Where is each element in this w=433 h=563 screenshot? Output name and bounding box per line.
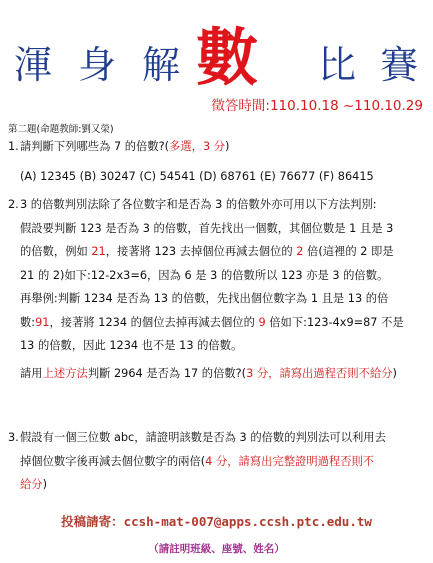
q2-line-2: 假設要判斷 123 是否為 3 的倍數，首先找出一個數，其個位數是 1 且是 3 [20, 221, 394, 235]
q2-line-3 [20, 240, 426, 264]
q3-line-2-red: 4 分，請寫出完整證明過程否則不 [205, 454, 375, 468]
title-char-1: 渾 [14, 43, 53, 87]
question-2-number: 2. [8, 198, 19, 211]
deadline-text: 徵答時間:110.10.18 ~110.10.29 [211, 98, 423, 114]
q2-line-3-red: 21 [91, 245, 106, 258]
question-1-options: (A) 12345 (B) 30247 (C) 54541 (D) 68761 (E) 76677 (F) 86415 [20, 169, 374, 183]
q2-line-8-red: 上述方法 [42, 366, 88, 380]
q3-line-2 [20, 450, 426, 474]
q2-line-3-red2: 2 [296, 245, 304, 258]
title-char-5: 比 [318, 43, 357, 87]
q2-line-8-a: 請用 [20, 366, 43, 380]
q2-line-4: 21 的 2)如下:12-2x3=6，因為 6 是 3 的倍數所以 123 亦是 3 的倍數。 [20, 268, 389, 282]
q2-line-6 [20, 311, 426, 335]
title-char-3: 解 [142, 43, 181, 87]
q3-line-2-a: 掉個位數字後再減去個位數字的兩倍( [20, 454, 206, 468]
q2-line-3-c: 倍(這裡的 2 即是 [303, 245, 394, 258]
title-char-4: 數 [196, 21, 259, 94]
q2-line-8 [20, 362, 426, 386]
author-text: 第二題(命題教師:劉又榮) [8, 124, 114, 135]
question-3 [8, 426, 426, 497]
question-3-number: 3. [8, 431, 19, 444]
question-1-tag: 多選，3 分 [169, 140, 226, 153]
submission-email: 投稿請寄：ccsh-mat-007@apps.ccsh.ptc.edu.tw [61, 514, 372, 529]
q2-line-8-b: 判斷 2964 是否為 17 的倍數?( [87, 366, 247, 380]
q2-line-3-a: 的倍數，例如 [20, 245, 92, 258]
q2-line-6-red2: 9 [258, 315, 266, 329]
q2-line-6-b: ，接著將 1234 的個位去掉再減去個位的 [49, 315, 259, 329]
submission-note: （請註明班級、座號、姓名） [148, 543, 285, 555]
q2-line-8-red2: 3 分，請寫出過程否則不給分 [246, 366, 393, 380]
question-1-text: 請判斷下列哪些為 7 的倍數?( [20, 140, 170, 153]
question-1-close: ) [225, 140, 230, 153]
title-char-6: 賽 [380, 43, 419, 87]
q2-line-6-red: 91 [35, 315, 50, 329]
title-char-2: 身 [78, 43, 117, 87]
q2-line-5: 再舉例:判斷 1234 是否為 13 的倍數，先找出個位數字為 1 且是 13 的倍 [20, 292, 389, 305]
q2-line-6-c: 倍如下:123-4x9=87 不是 [265, 315, 404, 329]
question-1-number: 1. [8, 140, 19, 153]
question-1 [8, 135, 426, 188]
contest-title [0, 8, 433, 94]
q2-line-6-a: 數: [20, 315, 36, 329]
q3-line-3-b: ) [42, 478, 48, 491]
q3-line-3 [20, 473, 426, 497]
q3-line-1: 假設有一個三位數 abc，請證明該數是否為 3 的倍數的判別法可以利用去 [20, 431, 386, 444]
q3-line-3-red: 給分 [20, 478, 43, 491]
q2-line-7: 13 的倍數，因此 1234 也不是 13 的倍數。 [20, 339, 243, 352]
q2-line-1: 3 的倍數判別法除了各位數字和是否為 3 的倍數外亦可用以下方法判別: [20, 198, 377, 211]
q2-line-8-c: ) [392, 366, 397, 380]
question-2 [8, 193, 426, 385]
q2-line-3-b: ，接著將 123 去掉個位再減去個位的 [105, 245, 297, 258]
